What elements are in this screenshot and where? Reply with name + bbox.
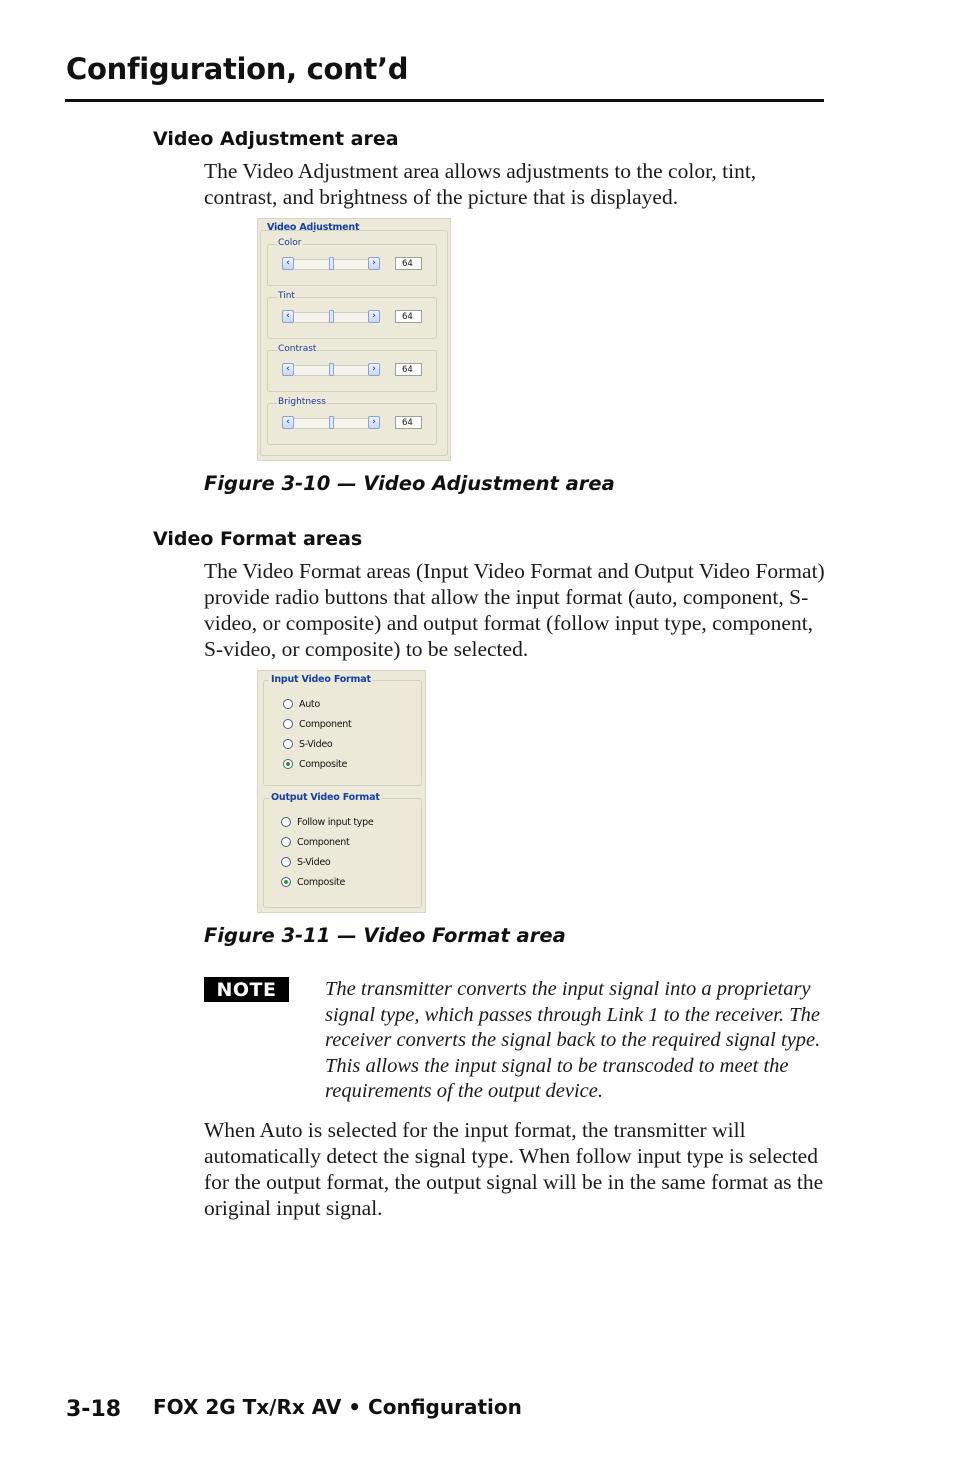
tint-decrease-arrow-icon[interactable]: ‹: [282, 310, 294, 323]
contrast-slider[interactable]: [282, 363, 427, 377]
output-format-radio-follow-input-type[interactable]: [281, 817, 291, 827]
color-value-field[interactable]: 64: [395, 257, 422, 270]
output-format-radio-composite[interactable]: [281, 877, 291, 887]
input-format-option-composite[interactable]: [283, 758, 347, 770]
output-format-option-s-video[interactable]: [281, 856, 330, 868]
contrast-slider-thumb[interactable]: [329, 363, 334, 376]
brightness-increase-arrow-icon[interactable]: ›: [368, 416, 380, 429]
figure-caption-3-11: Figure 3-11 — Video Format area: [204, 924, 566, 947]
tint-slider-thumb[interactable]: [329, 310, 334, 323]
input-format-radio-auto[interactable]: [283, 699, 293, 709]
input-format-label-auto: Auto: [299, 698, 320, 710]
contrast-decrease-arrow-icon[interactable]: ‹: [282, 363, 294, 376]
output-format-label-component: Component: [297, 836, 350, 848]
output-format-label-s-video: S-Video: [297, 856, 331, 868]
video-adjustment-description: The Video Adjustment area allows adjustments to the color, tint, contrast, and brightness of the picture that is displayed.: [204, 159, 757, 209]
input-video-format-title: Input Video Format: [271, 674, 371, 685]
output-format-option-component[interactable]: [281, 836, 349, 848]
color-slider[interactable]: [282, 257, 427, 271]
note-badge: NOTE: [204, 977, 289, 1002]
color-label: Color: [278, 238, 302, 248]
color-slider-thumb[interactable]: [329, 257, 334, 270]
input-video-format-frame: [263, 680, 422, 786]
input-format-label-composite: Composite: [299, 758, 348, 770]
input-format-label-component: Component: [299, 718, 352, 730]
section-heading-video-format: Video Format areas: [153, 528, 363, 550]
input-format-option-auto[interactable]: [283, 698, 320, 710]
output-format-radio-component[interactable]: [281, 837, 291, 847]
color-decrease-arrow-icon[interactable]: ‹: [282, 257, 294, 270]
tint-increase-arrow-icon[interactable]: ›: [368, 310, 380, 323]
video-format-panel: [257, 670, 426, 913]
contrast-label: Contrast: [278, 344, 317, 354]
video-format-description: The Video Format areas (Input Video Format and Output Video Format) provide radio buttons that allow the input format (auto, component, S-video, or composite) and output format (follow input type, component, S-video, or composite) to be selected.: [204, 559, 825, 661]
video-adjustment-panel: [257, 218, 451, 461]
brightness-label: Brightness: [278, 397, 326, 407]
closing-paragraph: When Auto is selected for the input format, the transmitter will automatically detect the signal type. When follow input type is selected for the output format, the output signal will be in the same format as the original input signal.: [204, 1118, 824, 1220]
input-format-radio-composite[interactable]: [283, 759, 293, 769]
output-format-label-follow-input-type: Follow input type: [297, 816, 374, 828]
contrast-increase-arrow-icon[interactable]: ›: [368, 363, 380, 376]
footer-product: FOX 2G Tx/Rx AV • Configuration: [153, 1395, 522, 1419]
output-format-label-composite: Composite: [297, 876, 346, 888]
input-format-option-component[interactable]: [283, 718, 351, 730]
tint-value-field[interactable]: 64: [395, 310, 422, 323]
video-adjustment-panel-title: Video Adjustment: [267, 222, 360, 233]
note-text: The transmitter converts the input signal into a proprietary signal type, which passes through Link 1 to the receiver. The receiver converts the signal back to the required signal type. This allows the input signal to be transcoded to meet the requirements of the output device.: [325, 978, 821, 1102]
page-title: Configuration, cont’d: [66, 52, 409, 86]
input-format-option-s-video[interactable]: [283, 738, 332, 750]
title-rule: [65, 99, 824, 102]
brightness-slider-thumb[interactable]: [329, 416, 334, 429]
contrast-value-field[interactable]: 64: [395, 363, 422, 376]
tint-label: Tint: [278, 291, 295, 301]
output-video-format-frame: [263, 798, 422, 908]
output-video-format-title: Output Video Format: [271, 792, 380, 803]
output-format-option-follow-input-type[interactable]: [281, 816, 373, 828]
output-format-radio-s-video[interactable]: [281, 857, 291, 867]
input-format-label-s-video: S-Video: [299, 738, 333, 750]
brightness-decrease-arrow-icon[interactable]: ‹: [282, 416, 294, 429]
footer-page-number: 3-18: [66, 1397, 122, 1422]
output-format-option-composite[interactable]: [281, 876, 345, 888]
tint-slider[interactable]: [282, 310, 427, 324]
color-increase-arrow-icon[interactable]: ›: [368, 257, 380, 270]
section-heading-video-adjustment: Video Adjustment area: [153, 128, 399, 150]
figure-caption-3-10: Figure 3-10 — Video Adjustment area: [204, 472, 615, 495]
input-format-radio-s-video[interactable]: [283, 739, 293, 749]
input-format-radio-component[interactable]: [283, 719, 293, 729]
brightness-value-field[interactable]: 64: [395, 416, 422, 429]
brightness-slider[interactable]: [282, 416, 427, 430]
